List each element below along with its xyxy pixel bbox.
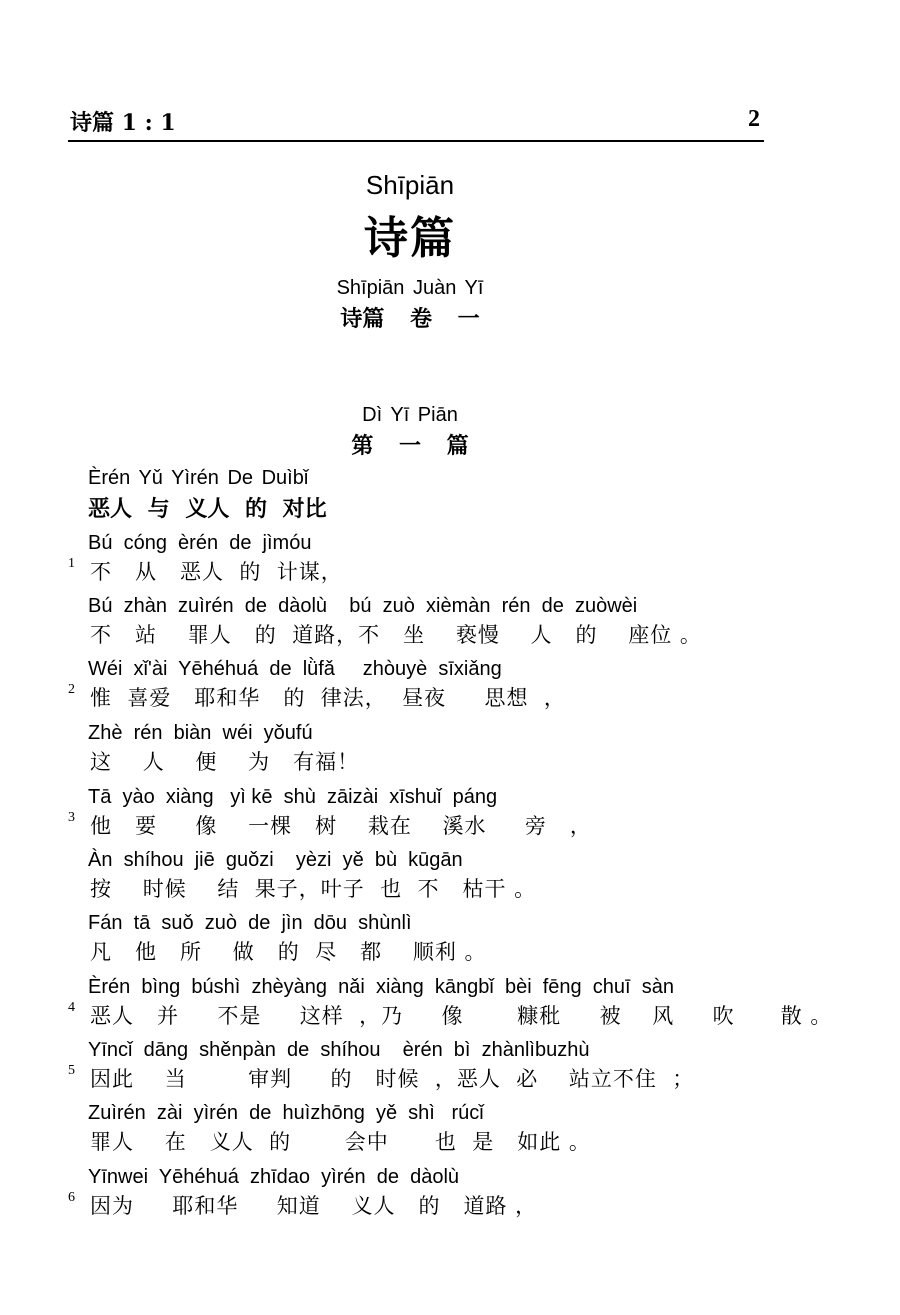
line-hanzi: 惟 喜爱 耶和华 的 律法， 昼夜 思想 ， <box>90 686 566 710</box>
line-pinyin: Yīnwei Yēhéhuá zhīdao yìrén de dàolù <box>88 1166 460 1188</box>
line-pinyin: Bú zhàn zuìrén de dàolù bú zuò xièmàn rén de zuòwèi <box>88 595 638 617</box>
line-hanzi: 罪人 在 义人 的 会中 也 是 如此 。 <box>90 1130 591 1154</box>
line-pinyin: Bú cóng èrén de jìmóu <box>88 532 312 554</box>
line-hanzi: 恶人 并 不是 这样 ，乃 像 糠秕 被 风 吹 散 。 <box>90 1004 833 1028</box>
section-title-pinyin: Èrén Yǔ Yìrén De Duìbǐ <box>88 467 309 489</box>
verse-line <box>0 1039 900 1101</box>
line-hanzi: 凡 他 所 做 的 尽 都 顺利 。 <box>90 940 487 964</box>
line-pinyin: Èrén bìng búshì zhèyàng nǎi xiàng kāngbǐ bèi fēng chuī sàn <box>88 976 674 998</box>
verse-line <box>0 912 900 974</box>
line-hanzi: 不 从 恶人 的 计谋， <box>90 560 343 584</box>
chapter-title-hanzi: 第 一 篇 <box>351 434 469 459</box>
line-pinyin: Tā yào xiàng yì kē shù zāizài xīshuǐ páng <box>88 786 498 808</box>
header-reference: 诗篇 1 : 1 <box>70 110 176 136</box>
verse-line <box>0 976 900 1038</box>
line-hanzi: 不 站 罪人 的 道路，不 坐 亵慢 人 的 座位 。 <box>90 623 702 647</box>
verse-number: 6 <box>68 1190 75 1205</box>
verse-line <box>0 658 900 720</box>
section-title-hanzi: 恶人 与 义人 的 对比 <box>88 497 327 522</box>
book-title-pinyin: Shīpiān <box>365 170 455 200</box>
volume-title-hanzi: 诗篇 卷 一 <box>340 307 480 332</box>
verse-number: 3 <box>68 810 75 825</box>
verse-line <box>0 1166 900 1228</box>
verse-number: 5 <box>68 1063 75 1078</box>
verse-line <box>0 849 900 911</box>
verse-number: 2 <box>68 682 75 697</box>
verse-line <box>0 722 900 784</box>
chapter-title-pinyin: Dì Yī Piān <box>362 404 458 426</box>
running-header <box>68 104 764 142</box>
line-pinyin: Wéi xǐ'ài Yēhéhuá de lǜfǎ zhòuyè sīxiǎng <box>88 658 502 680</box>
line-hanzi: 按 时候 结 果子，叶子 也 不 枯干 。 <box>90 877 537 901</box>
book-title-hanzi: 诗篇 <box>364 213 456 264</box>
line-pinyin: Àn shíhou jiē guǒzi yèzi yě bù kūgān <box>88 849 463 871</box>
line-hanzi: 因此 当 审判 的 时候 ，恶人 必 站立不住 ； <box>90 1067 695 1091</box>
line-hanzi: 因为 耶和华 知道 义人 的 道路 ， <box>90 1194 538 1218</box>
line-pinyin: Fán tā suǒ zuò de jìn dōu shùnlì <box>88 912 412 934</box>
verse-number: 1 <box>68 556 75 571</box>
verse-line <box>0 1102 900 1164</box>
verse-line <box>0 532 900 594</box>
verse-number: 4 <box>68 1000 75 1015</box>
line-hanzi: 这 人 便 为 有福！ <box>90 750 360 774</box>
volume-title-pinyin: Shīpiān Juàn Yī <box>336 277 484 299</box>
verse-line <box>0 786 900 848</box>
line-hanzi: 他 要 像 一棵 树 栽在 溪水 旁 ， <box>90 814 592 838</box>
line-pinyin: Zuìrén zài yìrén de huìzhōng yě shì rúcǐ <box>88 1102 484 1124</box>
verse-line <box>0 595 900 657</box>
page-number: 2 <box>748 106 760 132</box>
line-pinyin: Zhè rén biàn wéi yǒufú <box>88 722 313 744</box>
line-pinyin: Yīncǐ dāng shěnpàn de shíhou èrén bì zhànlìbuzhù <box>88 1039 590 1061</box>
